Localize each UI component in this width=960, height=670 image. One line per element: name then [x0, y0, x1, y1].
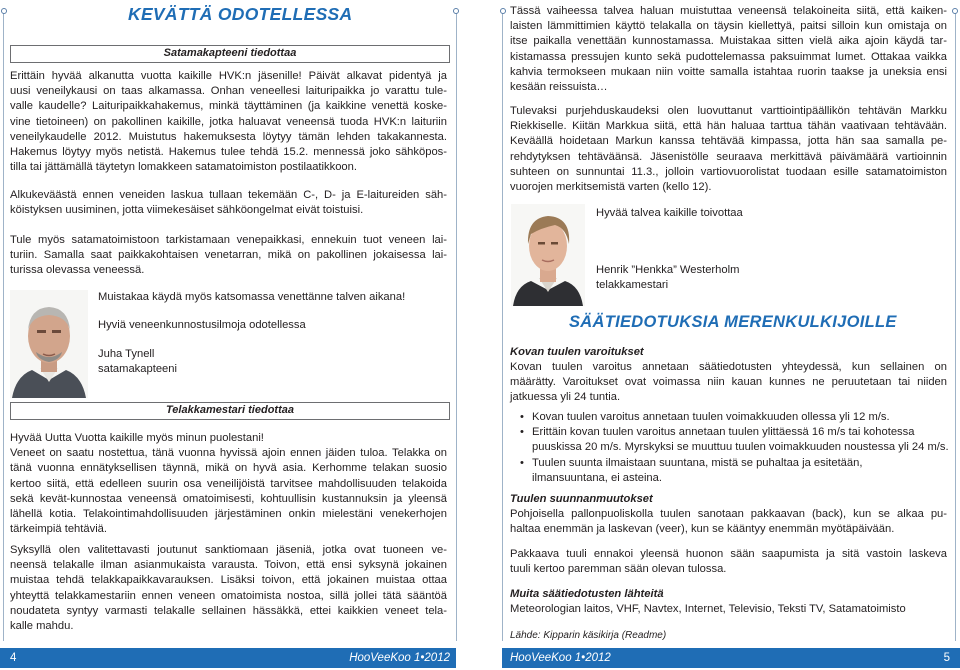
text-line: Erittäin hyvää alkanutta vuotta kaikille HVK:n jäsenille! Päivät alkavat pidentyä ja — [10, 70, 447, 82]
text-line: köistyksen uusiminen, jotta viimekesäiset sähköongelmat eivät toistuisi. — [10, 204, 364, 217]
text-line: tilla tai jättämällä täytetyn lomakkeen satamatoimiston postilaatikkoon. — [10, 161, 357, 174]
paragraph-wind-direction — [510, 507, 947, 537]
issue-label: HooVeeKoo 1•2012 — [510, 652, 611, 664]
signature-role: telakkamestari — [596, 279, 669, 291]
text-line: Tässä vaiheessa talvea haluan muistuttaa veneensä telakoineita siitä, että kaiken- — [510, 5, 947, 17]
text-line: Tule myös satamatoimistoon tarkistamaan venepaikkasi, ennekuin tuot veneen lai- — [10, 234, 447, 246]
wish-text: Hyviä veneenkunnostusilmoja odotellessa — [98, 319, 306, 331]
text-line: kistamassa pressujen kunto sekä pudottelemassa paksuimmat lumet. Ottakaa vaikka — [510, 50, 947, 63]
list-item — [520, 410, 950, 425]
text-line: Hyvää Uutta Vuotta kaikille myös minun puolestani! — [10, 432, 264, 444]
bullet-icon: • — [520, 426, 524, 439]
corner-dot — [952, 8, 958, 14]
corner-dot — [500, 8, 506, 14]
section-heading-text: Satamakapteeni tiedottaa — [163, 47, 297, 59]
list-item — [520, 425, 950, 455]
bullet-icon: • — [520, 456, 524, 469]
issue-label: HooVeeKoo 1•2012 — [349, 652, 450, 664]
text-line: lähellä kotia. Telakointimahdollisuuden järjestäminen onkin mielestäni venekerhojen — [10, 508, 447, 521]
subheading-wind-warnings: Kovan tuulen varoitukset — [510, 346, 644, 358]
paragraph-harbour-1 — [10, 69, 447, 175]
text-line: yhteyttä telakkamestariin ennen veneen omatoimista nostoa, sillä jollei tätä sääntöä — [10, 589, 447, 602]
text-line: suhteen on sunnuntai 11.3., jolloin vartiovuorolistat tuodaan esille satamatoimiston — [510, 165, 947, 178]
text-line: itse paikalla venettään kunnostamassa. Muistakaa sitten vielä aika ajoin käydä tar- — [510, 35, 947, 48]
page-title: KEVÄTTÄ ODOTELLESSA — [128, 4, 353, 24]
signature-name: Juha Tynell — [98, 348, 155, 360]
text-line: haltaa enemmän ja laskevan (veer), kun se kääntyy enemmän myötäpäivään. — [510, 523, 895, 536]
text-line: tänä vuonna ennätyksellisen täynnä, mikä on hyvä asia. Kerhomme telakan suosio — [10, 462, 447, 475]
portrait-photo-boatyard-master — [511, 204, 585, 306]
signature-name: Henrik ”Henkka” Westerholm — [596, 264, 740, 276]
text-line: Pohjoisella pallonpuoliskolla tuulen sanotaan pakkaavan (back), kun se alkaa pu- — [510, 508, 947, 520]
text-line: sekä kevät-kunnostaa veneensä omatoimisesti, kohtuullisin kustannuksin ja yleensä — [10, 492, 447, 505]
corner-dot — [1, 8, 7, 14]
paragraph-harbour-2 — [10, 188, 447, 218]
other-sources-text: Meteorologian laitos, VHF, Navtex, Internet, Televisio, Teksti TV, Satamatoimisto — [510, 603, 906, 615]
text-line: Veneet on saatu nostettua, tänä vuonna hyvissä ajoin ennen jäiden tuloa. Telakka on — [10, 447, 447, 460]
text-line: Tulevaksi purjehduskaudeksi olen luovuttanut varttiointipäällikön tehtävän Markku — [510, 105, 947, 117]
subheading-wind-direction: Tuulen suunnanmuutokset — [510, 493, 653, 505]
text-line: neensä telakalle ilman asianmukaista varausta. Toivon, että ensi syksynä jokainen — [10, 559, 447, 572]
footer-right — [502, 648, 960, 668]
text-line: veneilykaudelle 2012. Muistutus hakemuksesta löytyy tämän lehden takakannesta. — [10, 130, 447, 143]
text-line: turiin. Samalla saat paikkakohtaisen venetarran, mikä on pakollinen jokaisessa lai- — [10, 249, 447, 262]
portrait-photo-harbourmaster — [10, 290, 88, 398]
source-note: Lähde: Kipparin käsikirja (Readme) — [510, 630, 667, 641]
portrait-image — [10, 290, 88, 398]
text-line: laisten lämmittimien käyttö telakalla on täysin kiellettyä, paitsi silloin kun omistaja on — [510, 20, 947, 33]
text-line: Hakemus löytyy myös netistä. Hakemus tulee tehdä 15.2. mennessä joko sähköpos- — [10, 146, 447, 159]
text-line: Tuulen suunta ilmaistaan suuntana, mistä se puhaltaa ja esitetään, — [532, 456, 863, 469]
paragraph-harbour-3 — [10, 233, 447, 279]
text-line: Syksyllä olen valitettavasti joutunut sanktiomaan jäseniä, jotka ovat tuoneen ve- — [10, 544, 447, 556]
text-line: kahvia termokseen mukaan niin voitte samalla istahtaa ruorin taakse ja uneksia ensi — [510, 65, 947, 78]
text-line: Pakkaava tuuli ennakoi yleensä huonon sään saapumista ja sitä vastoin laskeva — [510, 548, 947, 560]
wind-warning-list — [520, 410, 950, 486]
page-number: 5 — [943, 652, 950, 664]
text-line: noudateta syntyy varmasti telakalle sellainen hässäkkä, ettei kaikkien veneet tela- — [10, 604, 447, 617]
text-line: Keväällä hoidetaan Markun kanssa tehtävää kimpassa, jotta hän saa samalla pe- — [510, 135, 947, 148]
text-line: uusi veneilykausi on taas alkamassa. Onhan veneellesi laituripaikka jo varattu tule- — [10, 85, 447, 98]
footer-left — [0, 648, 456, 668]
text-line: Kovan tuulen varoitus annetaan säätiedotusten yhteydessä, kun sellainen on — [510, 361, 947, 373]
section-title-weather: SÄÄTIEDOTUKSIA MERENKULKIJOILLE — [569, 313, 897, 331]
text-line: kalle mahdu. — [10, 620, 74, 633]
reminder-text: Muistakaa käydä myös katsomassa venettänne talven aikana! — [98, 291, 406, 303]
text-line: turissa olevassa veneessä. — [10, 264, 145, 277]
wish-text: Hyvää talvea kaikille toivottaa — [596, 207, 743, 219]
paragraph-boatyard-2 — [10, 543, 447, 634]
section-heading-harbour — [10, 45, 450, 63]
bullet-icon: • — [520, 411, 524, 423]
text-line: Erittäin kovan tuulen varoitus annetaan tuulen ylittäessä 16 m/s tai kohotessa — [532, 426, 915, 439]
text-line: puuskissa 20 m/s. Myrskyksi se muuttuu tuulen voimakkuuden noustessa yli 24 m/s. — [532, 441, 949, 454]
text-line: muistaa tehdä telakkapaikkavarauksen. Lisäksi toivon, että jokainen muistaa ottaa — [10, 574, 447, 587]
text-line: tärkeimpiä tehtäviä. — [10, 523, 108, 536]
paragraph-boatyard-4 — [510, 104, 947, 195]
text-line: ilmansuuntana, ei asteina. — [532, 471, 662, 484]
text-line: vuorojen merkitsemistä varten (kello 12). — [510, 181, 712, 194]
section-heading-text: Telakkamestari tiedottaa — [166, 404, 294, 416]
text-line: jatkuessa yli 24 tuntia. — [510, 391, 621, 404]
text-line: valle kaudelle? Laituripaikkahakemus, minkä täyttäminen (ja kaikkine venettä koske- — [10, 100, 447, 113]
text-line: kesään reissuista… — [510, 81, 608, 94]
paragraph-wind-direction-2 — [510, 547, 947, 577]
subheading-other-sources: Muita säätiedotusten lähteitä — [510, 588, 664, 600]
corner-dot — [453, 8, 459, 14]
paragraph-wind-warnings — [510, 360, 947, 406]
portrait-image — [511, 204, 585, 306]
section-heading-boatyard — [10, 402, 450, 420]
text-line: tuuli kertoo paremman sään olevan tulossa. — [510, 563, 727, 576]
signature-role: satamakapteeni — [98, 363, 177, 375]
text-line: kertoo siitä, että edelleen suurin osa veneilijöistä tarvitsee mahdollisuuden telakoida — [10, 477, 447, 490]
text-line: Kovan tuulen varoitus annetaan tuulen voimakkuuden ollessa yli 12 m/s. — [532, 411, 890, 423]
text-line: Riekkiselle. Kiitän Markkua siitä, että hän haluaa tarttua tähän vaativaan tehtävään. — [510, 120, 947, 133]
text-line: Alkukeväästä ennen veneiden laskua tullaan tekemään C-, D- ja E-laitureiden säh- — [10, 189, 447, 201]
page-number: 4 — [10, 652, 17, 664]
text-line: vine tietoineen) on pakollinen kaikille, jotka haluavat veneensä tuoda HVK:n laituriin — [10, 115, 447, 128]
text-line: rehdytyksen tehtäväänsä. Jäsenistölle seuraava merkittävä päivämäärä vartioinnin — [510, 150, 947, 163]
text-line: määrätty. Varoitukset ovat voimassa niin kauan kunnes ne peruutetaan tai niiden — [510, 376, 947, 389]
paragraph-boatyard-1 — [10, 431, 447, 537]
paragraph-boatyard-3 — [510, 4, 947, 95]
list-item — [520, 456, 950, 486]
